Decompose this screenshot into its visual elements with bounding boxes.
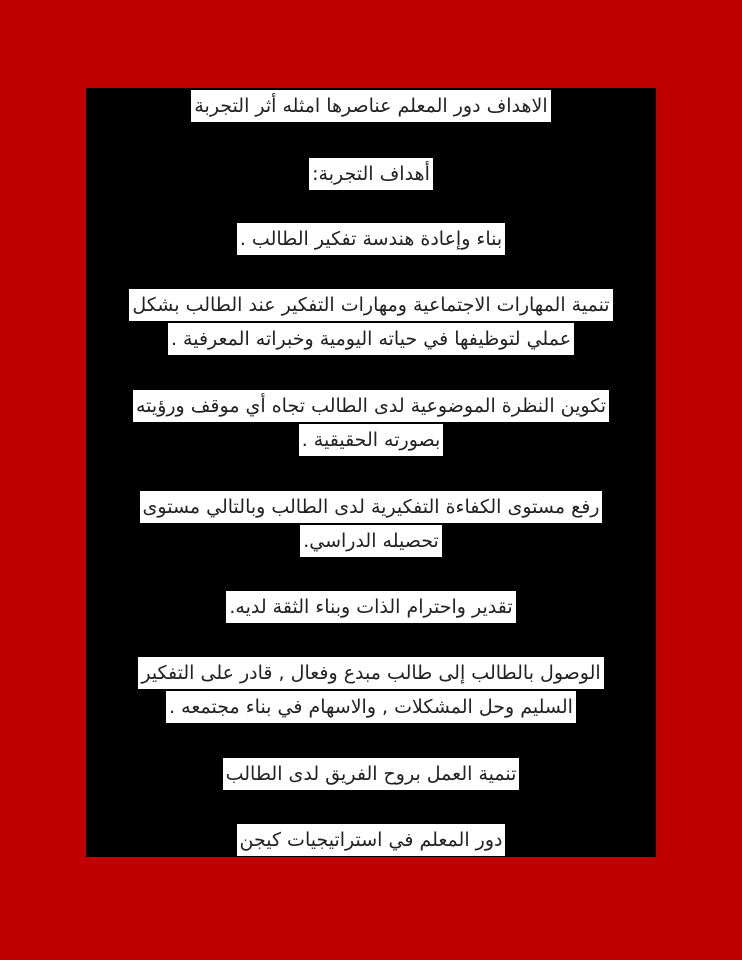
objective-text: عملي لتوظيفها في حياته اليومية وخبراته المعرفية . (168, 323, 574, 355)
objective-3-line-1 (86, 390, 656, 422)
objective-text: تقدير واحترام الذات وبناء الثقة لديه. (226, 591, 515, 623)
document-title: الاهداف دور المعلم عناصرها امثله أثر التجربة (191, 90, 550, 122)
section-heading: أهداف التجربة: (309, 158, 433, 190)
objective-text: بصورته الحقيقية . (299, 424, 444, 456)
objective-1-line-1 (86, 223, 656, 255)
document-panel (86, 88, 656, 857)
objective-2-line-1 (86, 289, 656, 321)
objective-text: تحصيله الدراسي. (300, 525, 442, 557)
objective-text: السليم وحل المشكلات , والاسهام في بناء مجتمعه . (166, 691, 576, 723)
footer-heading: دور المعلم في استراتيجيات كيجن (237, 824, 506, 856)
objective-text: الوصول بالطالب إلى طالب مبدع وفعال , قادر على التفكير (138, 657, 603, 689)
document-title-line (86, 90, 656, 122)
footer-heading-line (86, 824, 656, 856)
objective-6-line-2 (86, 691, 656, 723)
objective-text: رفع مستوى الكفاءة التفكيرية لدى الطالب وبالتالي مستوى (140, 491, 603, 523)
objective-3-line-2 (86, 424, 656, 456)
objective-5-line-1 (86, 591, 656, 623)
objective-2-line-2 (86, 323, 656, 355)
objective-text: تنمية المهارات الاجتماعية ومهارات التفكير عند الطالب بشكل (129, 289, 612, 321)
objective-4-line-2 (86, 525, 656, 557)
objective-text: تنمية العمل بروح الفريق لدى الطالب (223, 758, 520, 790)
subtitle-line (86, 158, 656, 190)
objective-7-line-1 (86, 758, 656, 790)
objective-4-line-1 (86, 491, 656, 523)
objective-6-line-1 (86, 657, 656, 689)
objective-text: بناء وإعادة هندسة تفكير الطالب . (237, 223, 505, 255)
objective-text: تكوين النظرة الموضوعية لدى الطالب تجاه أي موقف ورؤيته (133, 390, 609, 422)
